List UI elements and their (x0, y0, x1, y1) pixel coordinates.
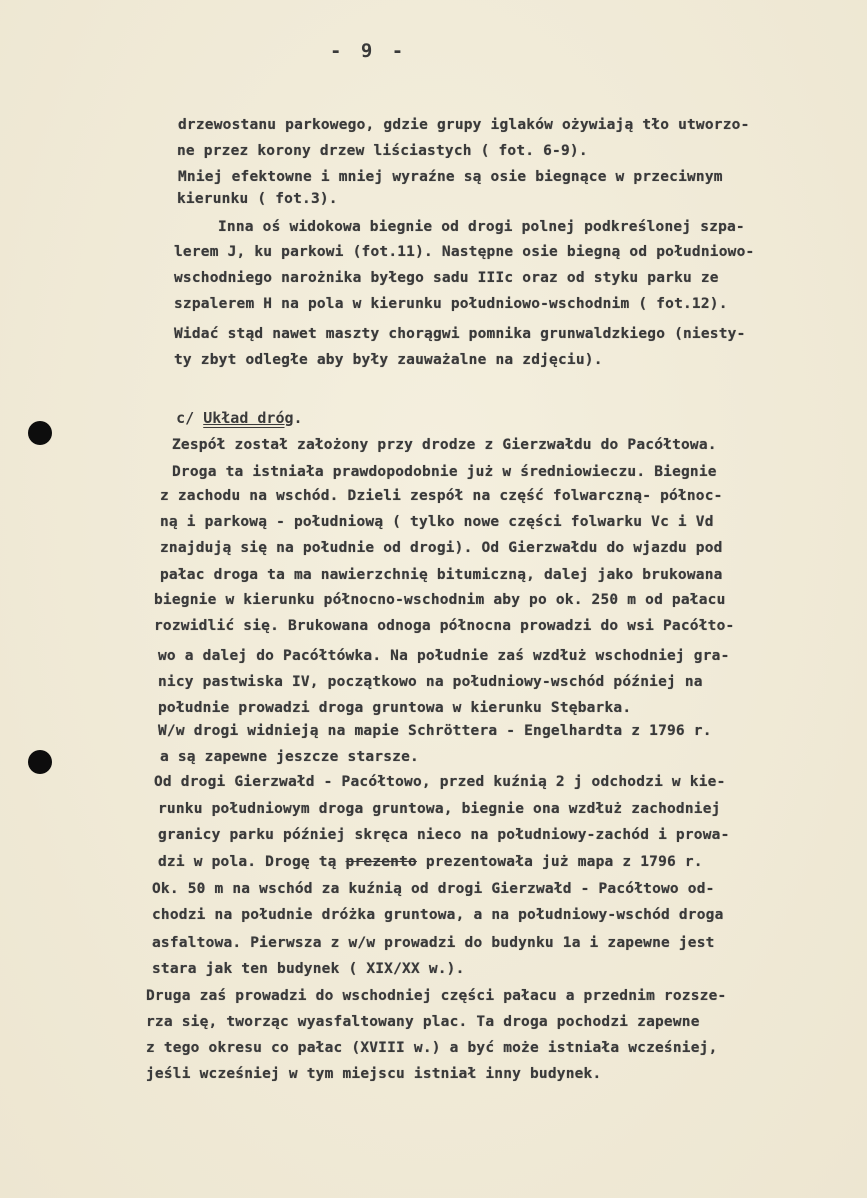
text-segment: prezentowała już mapa z 1796 r. (416, 854, 703, 870)
section-title-suffix: . (293, 409, 303, 427)
page-number: - 9 - (330, 40, 408, 62)
text-line: Ok. 50 m na wschód za kuźnią od drogi Gierzwałd - Pacółtowo od- (152, 881, 715, 897)
text-line: chodzi na południe dróżka gruntowa, a na południowy-wschód droga (152, 907, 724, 923)
text-line: biegnie w kierunku północno-wschodnim aby po ok. 250 m od pałacu (154, 592, 726, 608)
punch-hole-bottom (28, 750, 52, 774)
section-label: c/ (176, 409, 195, 427)
text-line: ty zbyt odległe aby były zauważalne na zdjęciu). (174, 352, 603, 368)
text-line: Droga ta istniała prawdopodobnie już w średniowieczu. Biegnie (172, 464, 717, 480)
text-line: Mniej efektowne i mniej wyraźne są osie biegnące w przeciwnym (178, 169, 723, 185)
text-line: Od drogi Gierzwałd - Pacółtowo, przed kuźnią 2 j odchodzi w kie- (154, 774, 726, 790)
text-line: Druga zaś prowadzi do wschodniej części pałacu a przednim rozsze- (146, 988, 727, 1004)
text-line: W/w drogi widnieją na mapie Schröttera - Engelhardta z 1796 r. (158, 723, 712, 739)
text-line: asfaltowa. Pierwsza z w/w prowadzi do budynku 1a i zapewne jest (152, 935, 715, 951)
text-line: rza się, tworząc wyasfaltowany plac. Ta droga pochodzi zapewne (146, 1014, 700, 1030)
section-title: Układ dróg (203, 409, 294, 427)
punch-hole-top (28, 421, 52, 445)
text-line: lerem J, ku parkowi (fot.11). Następne osie biegną od południowo- (174, 244, 755, 260)
text-line: ne przez korony drzew liściastych ( fot. 6-9). (177, 143, 588, 159)
text-line: szpalerem H na pola w kierunku południowo-wschodnim ( fot.12). (174, 296, 728, 312)
text-line: Widać stąd nawet maszty chorągwi pomnika grunwaldzkiego (niesty- (174, 326, 746, 342)
text-line: wo a dalej do Pacółtówka. Na południe zaś wzdłuż wschodniej gra- (158, 648, 730, 664)
text-line: z zachodu na wschód. Dzieli zespół na część folwarczną- północ- (160, 488, 723, 504)
text-line: stara jak ten budynek ( XIX/XX w.). (152, 961, 465, 977)
text-line: wschodniego narożnika byłego sadu IIIc oraz od styku parku ze (174, 270, 719, 286)
struck-word: prezento (345, 854, 417, 870)
text-line: rozwidlić się. Brukowana odnoga północna prowadzi do wsi Pacółto- (154, 618, 735, 634)
text-line: jeśli wcześniej w tym miejscu istniał inny budynek. (146, 1066, 602, 1082)
text-line: granicy parku później skręca nieco na południowy-zachód i prowa- (158, 827, 730, 843)
text-line: kierunku ( fot.3). (177, 191, 338, 207)
text-line: a są zapewne jeszcze starsze. (160, 749, 419, 765)
text-line: z tego okresu co pałac (XVIII w.) a być może istniała wcześniej, (146, 1040, 718, 1056)
text-segment: dzi w pola. Drogę tą (158, 854, 346, 870)
text-line: runku południowym droga gruntowa, biegnie ona wzdłuż zachodniej (158, 801, 721, 817)
text-line-with-strike (158, 854, 703, 870)
text-line: pałac droga ta ma nawierzchnię bitumiczną, dalej jako brukowana (160, 567, 723, 583)
text-line: nicy pastwiska IV, początkowo na południowy-wschód później na (158, 674, 703, 690)
text-line: drzewostanu parkowego, gdzie grupy iglaków ożywiają tło utworzo- (178, 117, 750, 133)
text-line: ną i parkową - południową ( tylko nowe części folwarku Vc i Vd (160, 514, 714, 530)
text-line: znajdują się na południe od drogi). Od Gierzwałdu do wjazdu pod (160, 540, 723, 556)
text-line: południe prowadzi droga gruntowa w kierunku Stębarka. (158, 700, 632, 716)
text-line: Zespół został założony przy drodze z Gierzwałdu do Pacółtowa. (172, 437, 717, 453)
text-line: Inna oś widokowa biegnie od drogi polnej podkreślonej szpa- (218, 219, 745, 235)
